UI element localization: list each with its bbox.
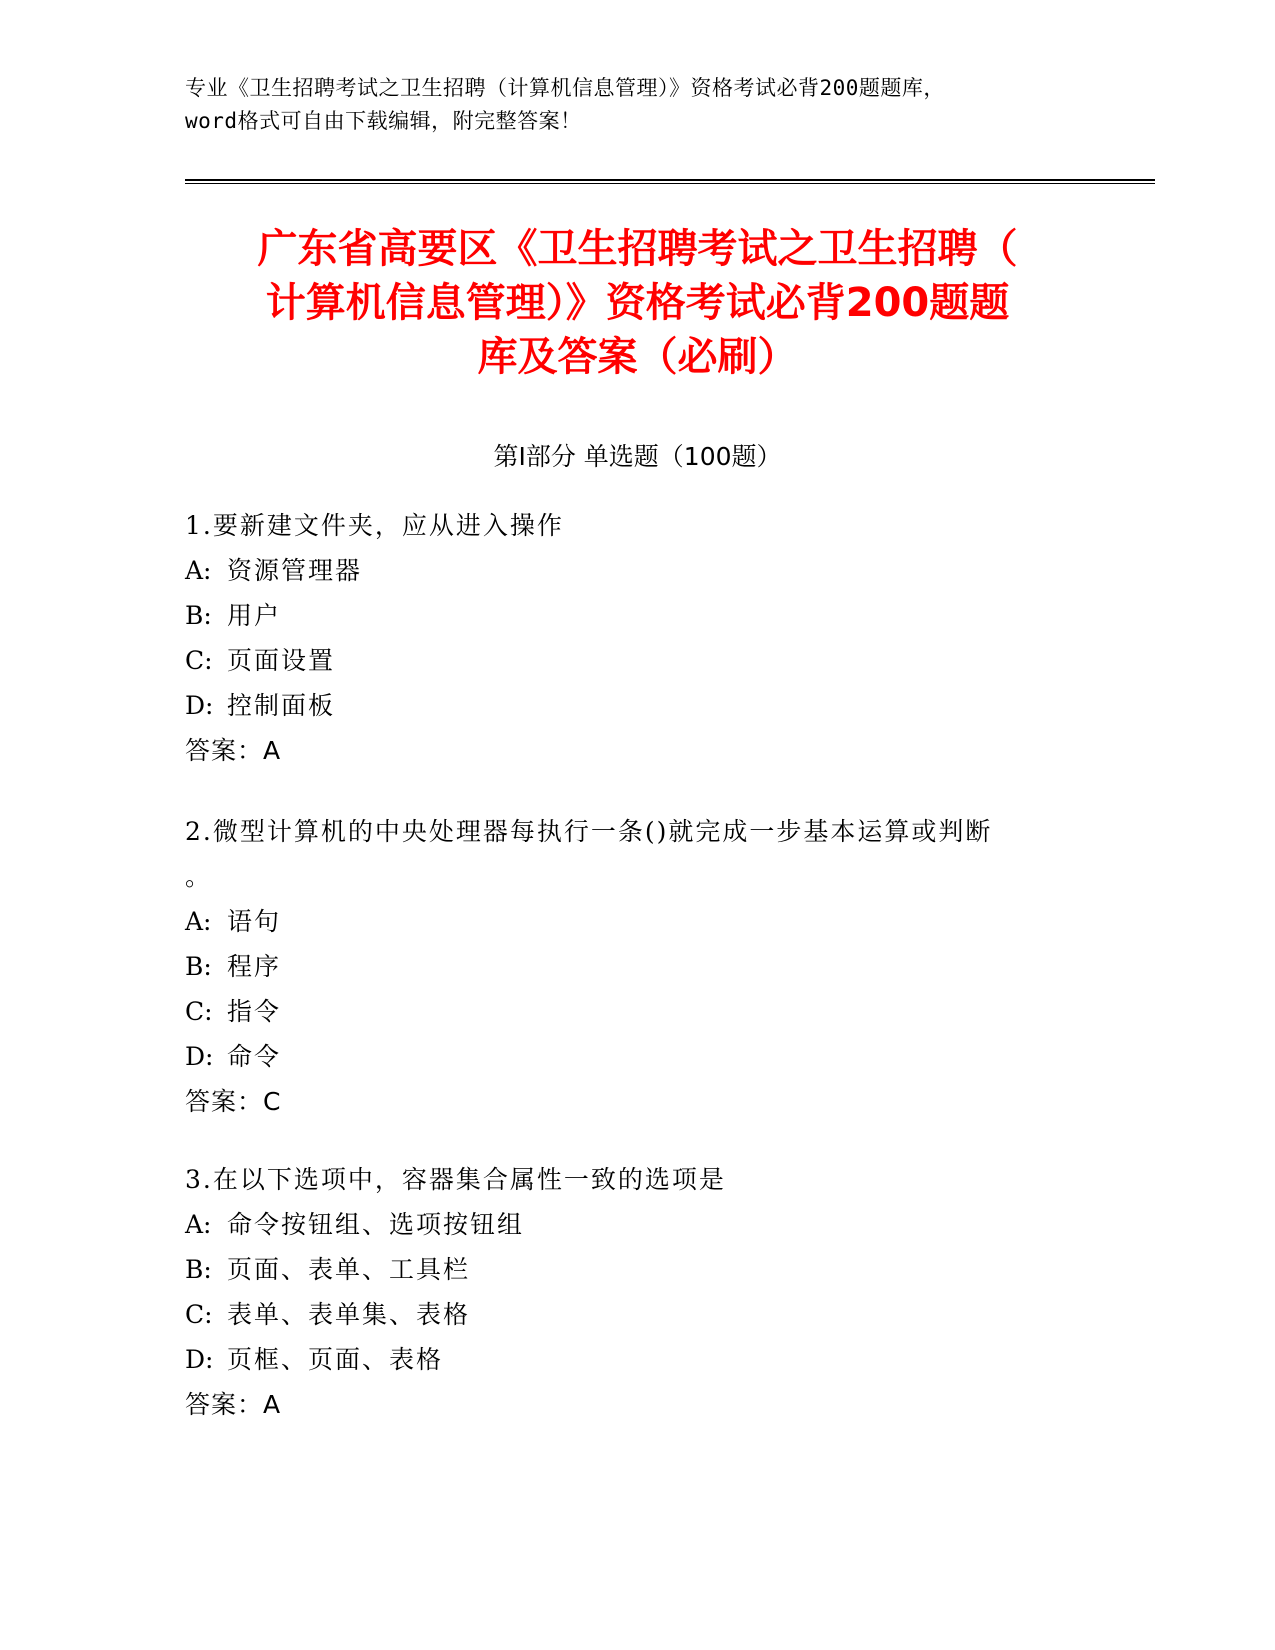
document-title: [160, 222, 1115, 384]
question-1: [185, 503, 1085, 773]
question-stem-continued: 。: [185, 862, 213, 891]
option-text: 表单、表单集、表格: [227, 1300, 471, 1329]
option-letter: D:: [185, 1042, 214, 1071]
option-text: 程序: [227, 952, 282, 981]
answer: 答案：C: [185, 1087, 282, 1116]
option-c: [185, 638, 1085, 683]
title-line-2: 计算机信息管理）》资格考试必背200题题: [265, 280, 1010, 326]
section-title: 第Ⅰ部分 单选题（100题）: [493, 442, 782, 471]
answer: 答案：A: [185, 1390, 282, 1419]
option-letter: C:: [185, 997, 213, 1026]
option-c: [185, 1292, 1085, 1337]
question-stem: 1.要新建文件夹，应从进入操作: [185, 511, 564, 540]
option-letter: B:: [185, 952, 212, 981]
option-text: 资源管理器: [227, 556, 363, 585]
option-letter: B:: [185, 1255, 212, 1284]
option-letter: A:: [185, 907, 212, 936]
option-letter: D:: [185, 691, 214, 720]
option-text: 控制面板: [227, 691, 336, 720]
option-b: [185, 1247, 1085, 1292]
option-text: 命令: [227, 1042, 282, 1071]
option-letter: A:: [185, 1210, 212, 1239]
option-text: 命令按钮组、选项按钮组: [227, 1210, 525, 1239]
option-a: [185, 899, 1085, 944]
title-line-1: 广东省高要区《卫生招聘考试之卫生招聘（: [257, 226, 1018, 272]
option-letter: B:: [185, 601, 212, 630]
option-b: [185, 944, 1085, 989]
option-letter: C:: [185, 646, 213, 675]
answer: 答案：A: [185, 736, 282, 765]
option-c: [185, 989, 1085, 1034]
option-text: 用户: [227, 601, 282, 630]
option-d: [185, 1337, 1085, 1382]
header-rule-thick: [185, 179, 1155, 181]
question-2: [185, 809, 1085, 1124]
option-text: 指令: [227, 997, 282, 1026]
header-line-2: word格式可自由下载编辑，附完整答案！: [185, 109, 582, 133]
header-rule-thin: [185, 183, 1155, 184]
option-letter: A:: [185, 556, 212, 585]
option-letter: D:: [185, 1345, 214, 1374]
header-note: [185, 72, 1085, 138]
option-letter: C:: [185, 1300, 213, 1329]
option-b: [185, 593, 1085, 638]
option-text: 页面设置: [227, 646, 336, 675]
option-a: [185, 1202, 1085, 1247]
question-stem: 3.在以下选项中，容器集合属性一致的选项是: [185, 1165, 726, 1194]
option-d: [185, 1034, 1085, 1079]
option-text: 页框、页面、表格: [227, 1345, 444, 1374]
title-line-3: 库及答案（必刷）: [477, 334, 798, 380]
question-stem: 2.微型计算机的中央处理器每执行一条()就完成一步基本运算或判断: [185, 817, 993, 846]
option-text: 页面、表单、工具栏: [227, 1255, 471, 1284]
question-3: [185, 1157, 1085, 1427]
option-text: 语句: [227, 907, 282, 936]
option-d: [185, 683, 1085, 728]
header-line-1: 专业《卫生招聘考试之卫生招聘（计算机信息管理）》资格考试必背200题题库，: [185, 76, 945, 100]
option-a: [185, 548, 1085, 593]
